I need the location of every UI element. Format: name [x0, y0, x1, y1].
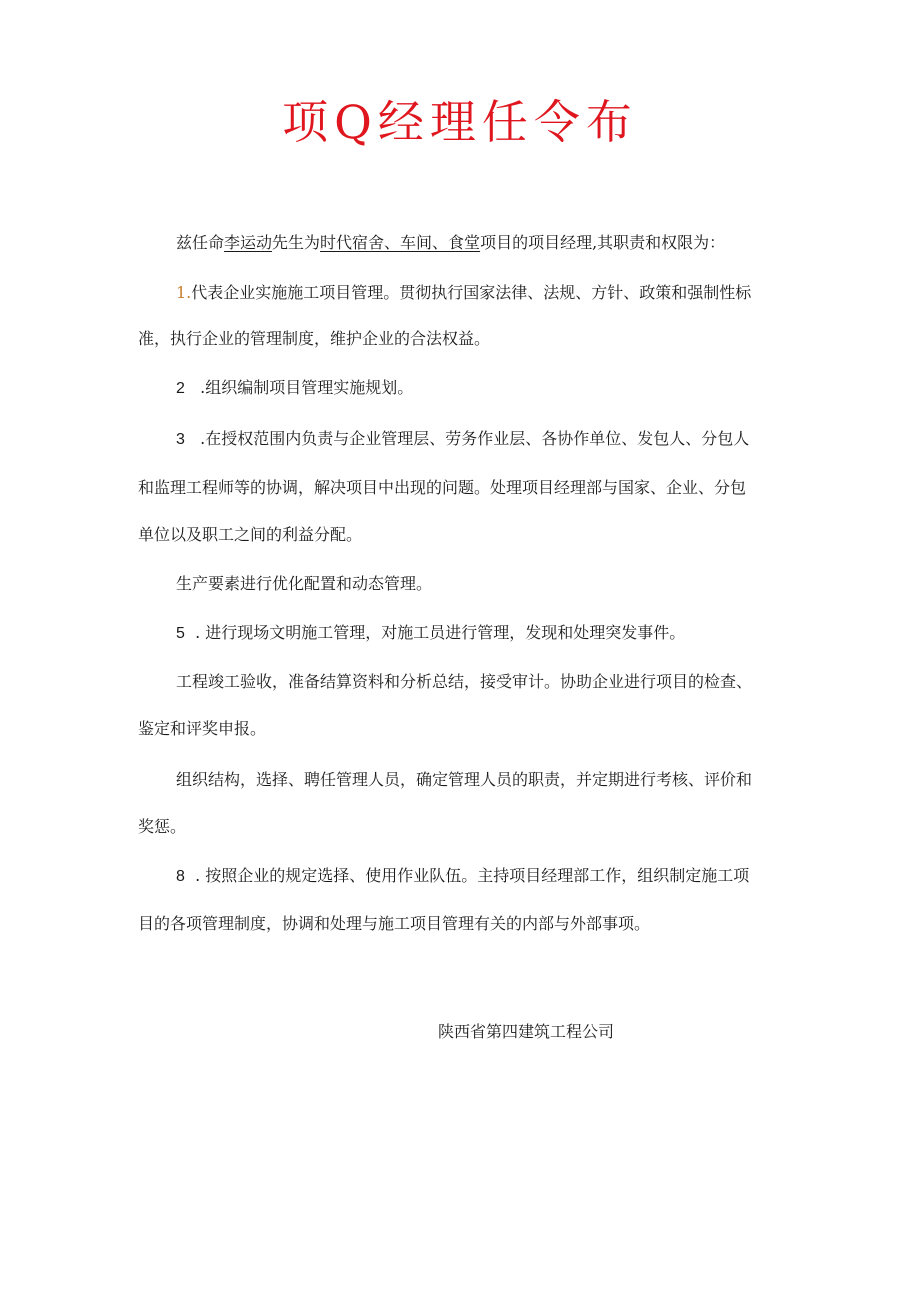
item-3-line-2: 和监理工程师等的协调，解决项目中出现的问题。处理项目经理部与国家、企业、分包: [138, 478, 747, 497]
item-8-text-1: . 按照企业的规定选择、使用作业队伍。主持项目经理部工作，组织制定施工项: [195, 866, 750, 885]
item-8-line-2: 目的各项管理制度，协调和处理与施工项目管理有关的内部与外部事项。: [138, 914, 651, 933]
item-3-line-3: 单位以及职工之间的利益分配。: [138, 525, 363, 544]
item-1-number: 1.: [176, 283, 192, 302]
intro-prefix: 兹任命: [176, 233, 225, 252]
item-6-line-2: 鉴定和评奖申报。: [138, 719, 267, 738]
item-5-line: [176, 622, 836, 645]
item-1-line-2: 准，执行企业的管理制度，维护企业的合法权益。: [138, 329, 491, 348]
item-5-number: 5: [176, 625, 185, 642]
intro-suffix: 项目的项目经理,其职责和权限为：: [480, 233, 726, 252]
item-2-line: [176, 377, 836, 400]
item-7-line-2: 奖惩。: [138, 817, 187, 836]
manager-name: 李运动: [224, 233, 273, 252]
item-4-line: 生产要素进行优化配置和动态管理。: [176, 574, 433, 593]
company-signature: 陕西省第四建筑工程公司: [438, 1022, 615, 1041]
document-title: 项Q经理任令布: [282, 95, 638, 149]
project-name: 时代宿舍、车间、食堂: [320, 233, 481, 252]
item-2-text: .组织编制项目管理实施规划。: [200, 378, 414, 397]
item-1-line-1: [176, 282, 836, 304]
item-8-number: 8: [176, 868, 185, 885]
item-1-text-1: 代表企业实施施工项目管理。贯彻执行国家法律、法规、方针、政策和强制性标: [191, 283, 752, 302]
intro-mid: 先生为: [272, 233, 321, 252]
item-8-line-1: [176, 865, 836, 888]
item-7-line-1: 组织结构，选择、聘任管理人员，确定管理人员的职责，并定期进行考核、评价和: [176, 770, 753, 789]
item-2-number: 2: [176, 380, 185, 397]
item-3-text-1: .在授权范围内负责与企业管理层、劳务作业层、各协作单位、发包人、分包人: [200, 429, 750, 448]
intro-line: [176, 232, 836, 254]
item-3-number: 3: [176, 431, 185, 448]
item-3-line-1: [176, 428, 836, 451]
item-5-text: . 进行现场文明施工管理，对施工员进行管理，发现和处理突发事件。: [195, 623, 686, 642]
item-6-line-1: 工程竣工验收，准备结算资料和分析总结，接受审计。协助企业进行项目的检查、: [176, 672, 753, 691]
